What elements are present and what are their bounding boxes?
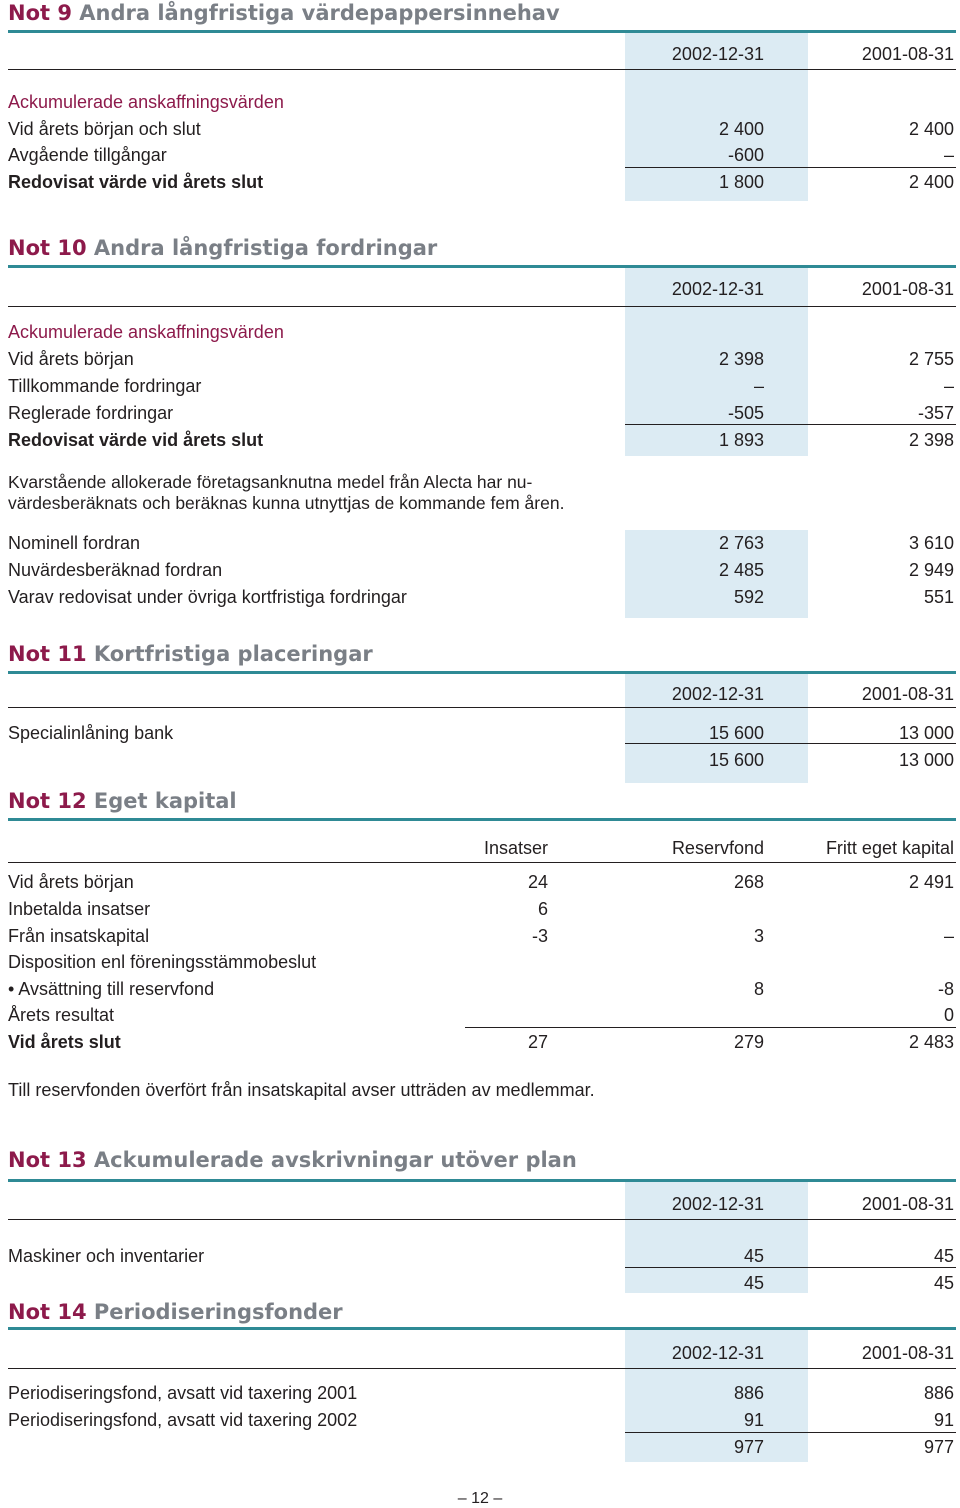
note-number: Not 11 bbox=[8, 642, 87, 666]
row-label: Avgående tillgångar bbox=[8, 145, 167, 165]
page-number: – 12 – bbox=[457, 1490, 503, 1507]
divider bbox=[8, 306, 956, 307]
sum-line bbox=[465, 1027, 956, 1028]
row-label: Maskiner och inventarier bbox=[8, 1246, 205, 1266]
total-value: 2 398 bbox=[908, 430, 954, 450]
note-12-heading bbox=[8, 788, 237, 814]
row-value: 2 400 bbox=[908, 119, 954, 139]
row-value: – bbox=[943, 145, 954, 165]
sum-line bbox=[625, 1267, 956, 1268]
row-label: Inbetalda insatser bbox=[8, 899, 151, 919]
note-14-heading bbox=[8, 1299, 343, 1325]
row-value: 91 bbox=[933, 1410, 954, 1430]
note-title: Andra långfristiga värdepappersinnehav bbox=[79, 1, 560, 25]
note-10-heading bbox=[8, 235, 437, 261]
heading-rule bbox=[8, 818, 956, 821]
sum-line bbox=[625, 424, 956, 425]
column-header: 2001-08-31 bbox=[861, 1194, 954, 1214]
heading-rule bbox=[8, 1179, 956, 1182]
note-title: Kortfristiga placeringar bbox=[93, 642, 373, 666]
column-header: 2001-08-31 bbox=[861, 1343, 954, 1363]
column-header: Reservfond bbox=[671, 838, 764, 858]
row-value: 6 bbox=[537, 899, 548, 919]
column-header: 2002-12-31 bbox=[671, 684, 764, 704]
row-value: 2 949 bbox=[908, 560, 954, 580]
divider bbox=[8, 69, 956, 70]
sum-line bbox=[625, 743, 956, 744]
row-value: 45 bbox=[743, 1246, 764, 1266]
column-header: 2001-08-31 bbox=[861, 684, 954, 704]
row-value: 0 bbox=[943, 1005, 954, 1025]
row-value: -357 bbox=[917, 403, 954, 423]
note-13-heading bbox=[8, 1147, 577, 1173]
note-number: Not 10 bbox=[8, 236, 87, 260]
note-title: Ackumulerade avskrivningar utöver plan bbox=[93, 1148, 577, 1172]
total-value: 45 bbox=[933, 1273, 954, 1293]
row-value: 551 bbox=[923, 587, 954, 607]
total-value: 45 bbox=[743, 1273, 764, 1293]
total-value: 279 bbox=[733, 1032, 764, 1052]
total-value: 27 bbox=[527, 1032, 548, 1052]
row-label: Specialinlåning bank bbox=[8, 723, 174, 743]
total-label: Redovisat värde vid årets slut bbox=[8, 430, 264, 450]
row-label: Vid årets början och slut bbox=[8, 119, 201, 139]
row-label: Årets resultat bbox=[8, 1005, 115, 1025]
row-value: 2 755 bbox=[908, 349, 954, 369]
total-value: 977 bbox=[733, 1437, 764, 1457]
note-number: Not 14 bbox=[8, 1300, 87, 1324]
column-header: 2001-08-31 bbox=[861, 44, 954, 64]
total-value: 2 400 bbox=[908, 172, 954, 192]
divider bbox=[8, 1368, 956, 1369]
column-header: Insatser bbox=[483, 838, 548, 858]
column-header: 2002-12-31 bbox=[671, 279, 764, 299]
total-label: Redovisat värde vid årets slut bbox=[8, 172, 264, 192]
total-value: 13 000 bbox=[898, 750, 954, 770]
row-value: -505 bbox=[727, 403, 764, 423]
column-header: 2001-08-31 bbox=[861, 279, 954, 299]
heading-rule bbox=[8, 265, 956, 268]
total-value: 1 800 bbox=[718, 172, 764, 192]
note-title: Periodiseringsfonder bbox=[93, 1300, 343, 1324]
section-label: Ackumulerade anskaffningsvärden bbox=[8, 92, 284, 112]
row-value: 45 bbox=[933, 1246, 954, 1266]
row-label: Nominell fordran bbox=[8, 533, 141, 553]
row-value: 3 610 bbox=[908, 533, 954, 553]
row-label: Vid årets början bbox=[8, 349, 134, 369]
total-label: Vid årets slut bbox=[8, 1032, 121, 1052]
row-label: Tillkommande fordringar bbox=[8, 376, 202, 396]
divider bbox=[8, 862, 956, 863]
column-header: 2002-12-31 bbox=[671, 1343, 764, 1363]
row-value: – bbox=[753, 376, 764, 396]
divider bbox=[8, 707, 956, 708]
column-header: 2002-12-31 bbox=[671, 44, 764, 64]
row-label: Disposition enl föreningsstämmobeslut bbox=[8, 952, 317, 972]
explanation-line: Kvarstående allokerade företagsanknutna medel från Alecta har nu- bbox=[8, 472, 533, 492]
footnote: Till reservfonden överfört från insatskapital avser utträden av medlemmar. bbox=[8, 1080, 595, 1100]
section-label: Ackumulerade anskaffningsvärden bbox=[8, 322, 284, 342]
heading-rule bbox=[8, 1327, 956, 1330]
note-number: Not 9 bbox=[8, 1, 72, 25]
heading-rule bbox=[8, 30, 956, 33]
row-value: 91 bbox=[743, 1410, 764, 1430]
row-label: Reglerade fordringar bbox=[8, 403, 174, 423]
row-value: 2 400 bbox=[718, 119, 764, 139]
row-value: 2 485 bbox=[718, 560, 764, 580]
row-value: 886 bbox=[733, 1383, 764, 1403]
row-value: 592 bbox=[733, 587, 764, 607]
row-value: 2 491 bbox=[908, 872, 954, 892]
row-label: Periodiseringsfond, avsatt vid taxering 2002 bbox=[8, 1410, 358, 1430]
row-value: – bbox=[943, 376, 954, 396]
note-title: Eget kapital bbox=[93, 789, 237, 813]
total-value: 2 483 bbox=[908, 1032, 954, 1052]
row-value: -3 bbox=[531, 926, 548, 946]
note-9-heading bbox=[8, 0, 560, 26]
row-label: Från insatskapital bbox=[8, 926, 150, 946]
total-value: 977 bbox=[923, 1437, 954, 1457]
row-value: 13 000 bbox=[898, 723, 954, 743]
row-label: Periodiseringsfond, avsatt vid taxering 2001 bbox=[8, 1383, 358, 1403]
note-number: Not 12 bbox=[8, 789, 87, 813]
row-value: 15 600 bbox=[708, 723, 764, 743]
heading-rule bbox=[8, 671, 956, 674]
column-header: 2002-12-31 bbox=[671, 1194, 764, 1214]
row-value: 2 763 bbox=[718, 533, 764, 553]
sum-line bbox=[625, 1432, 956, 1433]
note-number: Not 13 bbox=[8, 1148, 87, 1172]
note-11-heading bbox=[8, 641, 373, 667]
row-label: Varav redovisat under övriga kortfristiga fordringar bbox=[8, 587, 407, 607]
row-value: 268 bbox=[733, 872, 764, 892]
total-value: 15 600 bbox=[708, 750, 764, 770]
divider bbox=[8, 1219, 956, 1220]
row-label: • Avsättning till reservfond bbox=[8, 979, 215, 999]
row-value: -600 bbox=[727, 145, 764, 165]
row-value: 2 398 bbox=[718, 349, 764, 369]
row-label: Nuvärdesberäknad fordran bbox=[8, 560, 223, 580]
row-value: 8 bbox=[753, 979, 764, 999]
row-value: -8 bbox=[937, 979, 954, 999]
row-value: – bbox=[943, 926, 954, 946]
sum-line bbox=[625, 167, 956, 168]
total-value: 1 893 bbox=[718, 430, 764, 450]
explanation-line: värdesberäknats och beräknas kunna utnyttjas de kommande fem åren. bbox=[8, 493, 565, 513]
row-label: Vid årets början bbox=[8, 872, 134, 892]
row-value: 24 bbox=[527, 872, 548, 892]
note-title: Andra långfristiga fordringar bbox=[93, 236, 438, 260]
row-value: 886 bbox=[923, 1383, 954, 1403]
row-value: 3 bbox=[753, 926, 764, 946]
column-header: Fritt eget kapital bbox=[825, 838, 954, 858]
